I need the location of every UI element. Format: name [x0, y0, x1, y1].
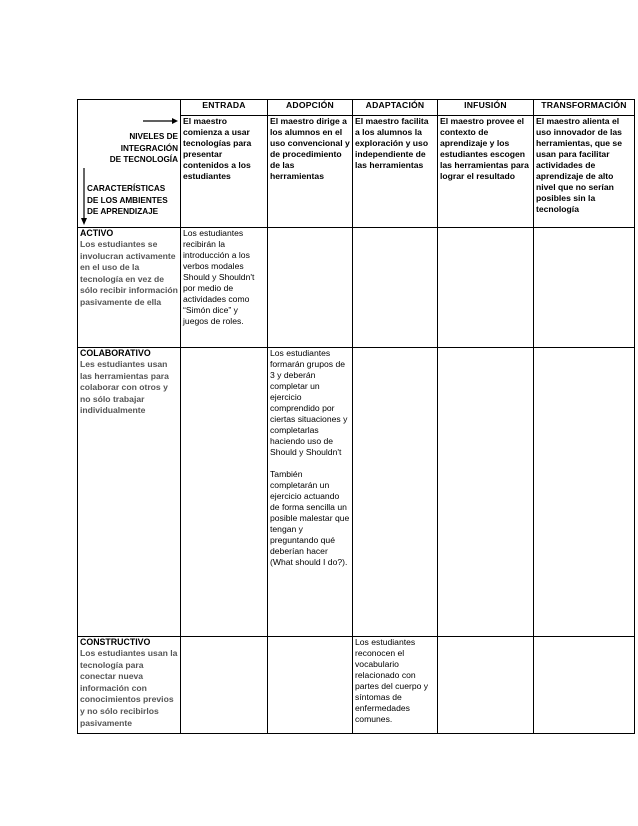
level-adopcion-desc: El maestro dirige a los alumnos en el uso convencional y de procedimiento de las herramientas	[268, 116, 353, 228]
row-activo-desc: Los estudiantes se involucran activamente en el uso de la tecnología en vez de sólo recibir información pasivamente de ella	[80, 239, 178, 307]
level-transformacion-header: TRANSFORMACIÓN	[534, 100, 635, 116]
level-infusion-header: INFUSIÓN	[438, 100, 534, 116]
cell-activo-infusion	[438, 228, 534, 348]
row-activo-header	[78, 228, 181, 348]
row-activo	[78, 228, 635, 348]
caracteristicas-label: CARACTERÍSTICAS DE LOS AMBIENTES DE APRENDIZAJE	[87, 184, 168, 217]
cell-constructivo-entrada	[181, 637, 268, 734]
row-colaborativo-desc: Les estudiantes usan las herramientas para colaborar con otros y no sólo trabajar individualmente	[80, 359, 169, 416]
cell-activo-entrada: Los estudiantes recibirán la introducción a los verbos modales Should y Shouldn't por medio de actividades como “Simón dice” y juegos de roles.	[181, 228, 268, 348]
row-constructivo-desc: Los estudiantes usan la tecnología para conectar nueva información con conocimientos previos y no sólo recibirlos pasivamente	[80, 648, 178, 728]
cell-activo-adaptacion	[353, 228, 438, 348]
cell-constructivo-adopcion	[268, 637, 353, 734]
row-colaborativo-title: COLABORATIVO	[80, 348, 151, 358]
cell-constructivo-adaptacion: Los estudiantes reconocen el vocabulario relacionado con partes del cuerpo y síntomas de enfermedades comunes.	[353, 637, 438, 734]
arrow-right-icon	[143, 117, 179, 128]
corner-cell	[78, 100, 181, 228]
level-entrada-header: ENTRADA	[181, 100, 268, 116]
cell-colaborativo-adaptacion	[353, 348, 438, 637]
level-name-row	[78, 100, 635, 116]
level-transformacion-desc: El maestro alienta el uso innovador de las herramientas, que se usan para facilitar actividades de aprendizaje de alto nivel que no serían posibles sin la tecnología	[534, 116, 635, 228]
cell-colaborativo-adopcion	[268, 348, 353, 637]
cell-colaborativo-infusion	[438, 348, 534, 637]
level-adaptacion-desc: El maestro facilita a los alumnos la exploración y uso independiente de las herramientas	[353, 116, 438, 228]
cell-constructivo-transformacion	[534, 637, 635, 734]
niveles-label: NIVELES DE INTEGRACIÓN DE TECNOLOGÍA	[109, 132, 178, 165]
cell-constructivo-infusion	[438, 637, 534, 734]
row-constructivo-header	[78, 637, 181, 734]
colaborativo-activity-1: Los estudiantes formarán grupos de 3 y deberán completar un ejercicio comprendido por ciertas situaciones y completarlas haciendo uso de Should y Shouldn't	[270, 348, 348, 457]
level-adaptacion-header: ADAPTACIÓN	[353, 100, 438, 116]
cell-activo-adopcion	[268, 228, 353, 348]
technology-integration-matrix	[77, 99, 635, 734]
row-colaborativo	[78, 348, 635, 637]
cell-colaborativo-entrada	[181, 348, 268, 637]
level-adopcion-header: ADOPCIÓN	[268, 100, 353, 116]
level-infusion-desc: El maestro provee el contexto de aprendizaje y los estudiantes escogen las herramientas para lograr el resultado	[438, 116, 534, 228]
cell-colaborativo-transformacion	[534, 348, 635, 637]
level-entrada-desc: El maestro comienza a usar tecnologías para presentar contenidos a los estudiantes	[181, 116, 268, 228]
row-constructivo-title: CONSTRUCTIVO	[80, 637, 151, 647]
row-activo-title: ACTIVO	[80, 228, 114, 238]
cell-activo-transformacion	[534, 228, 635, 348]
row-colaborativo-header	[78, 348, 181, 637]
colaborativo-activity-2: También completarán un ejercicio actuando de forma sencilla un posible malestar que tengan y preguntando qué deberían hacer (What should I do?).	[270, 469, 350, 567]
row-constructivo	[78, 637, 635, 734]
